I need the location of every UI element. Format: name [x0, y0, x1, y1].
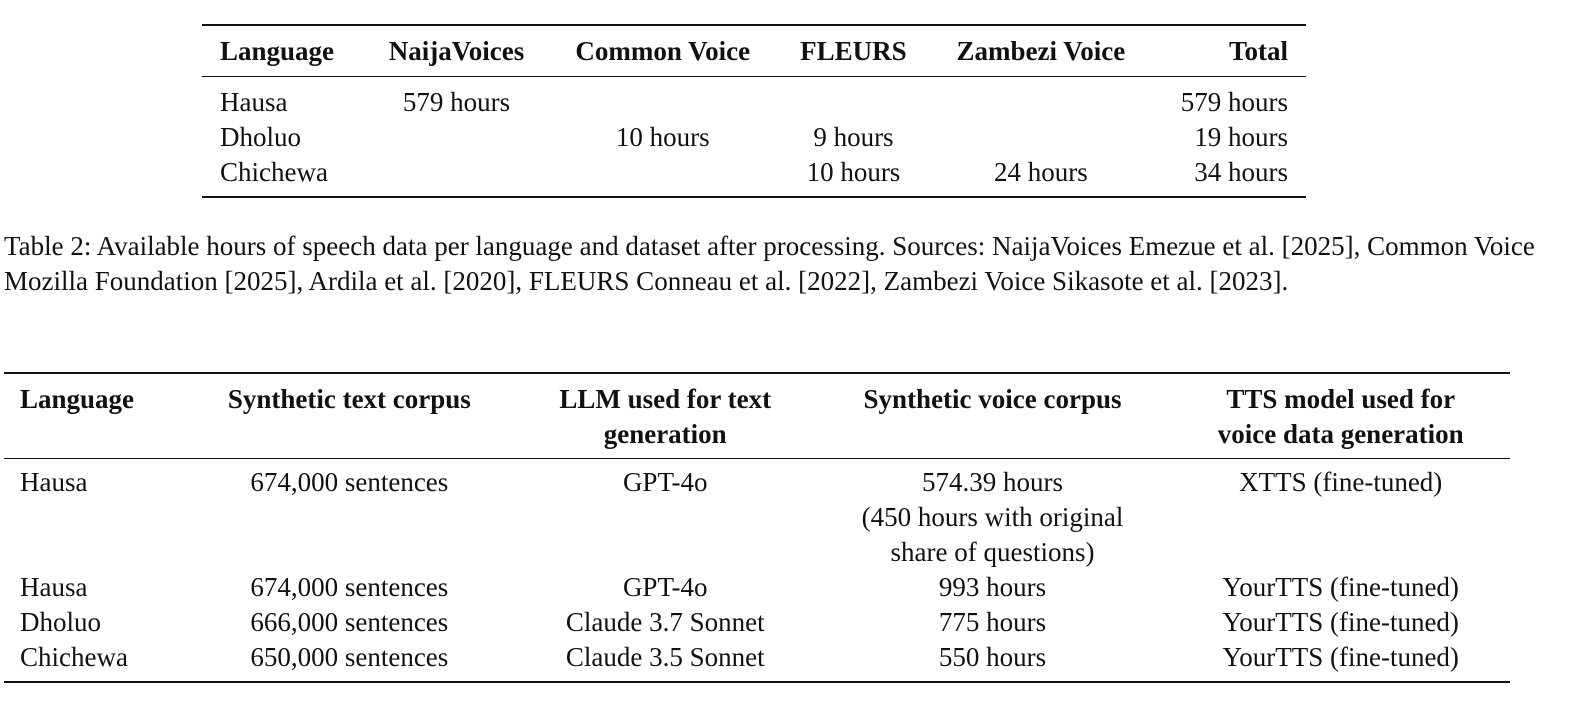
table-cell — [814, 459, 1172, 571]
header-line: Synthetic voice corpus — [863, 384, 1122, 414]
synthetic-corpus-table — [4, 372, 1510, 683]
table-row — [4, 459, 1510, 571]
table-cell: Dholuo — [20, 607, 101, 637]
table-row — [4, 570, 1510, 605]
table-cell: Dholuo — [220, 122, 301, 152]
cell-line: 550 hours — [938, 642, 1047, 672]
column-header-synthetic-voice-corpus — [814, 373, 1172, 459]
table-cell — [549, 155, 776, 197]
column-header-naijavoices: NaijaVoices — [364, 25, 549, 77]
column-header-synthetic-text-corpus — [182, 373, 517, 459]
table-cell: YourTTS (fine-tuned) — [1222, 607, 1459, 637]
table-cell: Chichewa — [220, 157, 328, 187]
table-row — [4, 640, 1510, 682]
header-line: voice data generation — [1217, 419, 1464, 449]
column-header-language — [4, 373, 182, 459]
column-header-zambezi-voice: Zambezi Voice — [930, 25, 1151, 77]
table-header-row — [202, 25, 1306, 77]
table-cell: Claude 3.5 Sonnet — [565, 642, 765, 672]
table-cell: Claude 3.7 Sonnet — [565, 607, 765, 637]
table-cell: 10 hours — [806, 157, 901, 187]
column-header-language: Language — [202, 25, 364, 77]
table-cell: Chichewa — [20, 642, 128, 672]
header-line: generation — [603, 419, 727, 449]
table-cell: Hausa — [20, 572, 88, 602]
table-cell: 24 hours — [993, 157, 1088, 187]
cell-line: 775 hours — [938, 607, 1047, 637]
table-cell: GPT-4o — [622, 467, 708, 497]
table-cell — [814, 640, 1172, 682]
table-cell: 674,000 sentences — [250, 572, 449, 602]
table-cell: 10 hours — [615, 122, 710, 152]
table-cell — [777, 77, 931, 121]
column-header-total: Total — [1151, 25, 1306, 77]
table-row — [202, 77, 1306, 121]
cell-line: (450 hours with original — [861, 502, 1124, 532]
table-header-row — [4, 373, 1510, 459]
header-line: LLM used for text — [559, 384, 772, 414]
column-header-tts-model — [1171, 373, 1510, 459]
column-header-fleurs: FLEURS — [777, 25, 931, 77]
table-cell — [930, 77, 1151, 121]
table-cell: 19 hours — [1194, 122, 1288, 152]
table-cell — [814, 605, 1172, 640]
table-cell: YourTTS (fine-tuned) — [1222, 642, 1459, 672]
speech-data-hours-table — [202, 24, 1306, 198]
header-line: TTS model used for — [1226, 384, 1456, 414]
column-header-common-voice: Common Voice — [549, 25, 776, 77]
table-cell: Hausa — [20, 467, 88, 497]
table-cell — [814, 570, 1172, 605]
table-row — [202, 155, 1306, 197]
table-row — [4, 605, 1510, 640]
cell-line: share of questions) — [890, 537, 1095, 567]
table-row — [202, 120, 1306, 155]
table-cell: 674,000 sentences — [250, 467, 449, 497]
table-cell: 579 hours — [402, 87, 511, 117]
table-cell: GPT-4o — [622, 572, 708, 602]
table-cell: 650,000 sentences — [250, 642, 449, 672]
cell-line: 993 hours — [938, 572, 1047, 602]
table-cell: 9 hours — [813, 122, 894, 152]
table-cell — [549, 77, 776, 121]
table-cell: 579 hours — [1180, 87, 1288, 117]
column-header-llm — [517, 373, 814, 459]
table-caption: Table 2: Available hours of speech data per language and dataset after processing. Sources: NaijaVoices Emezue et al. [2025], Common Voice Mozilla Foundation [2025], Ardila et al. [2020], FLEURS Conneau et al. [2022], Zambezi Voice Sikasote et al. [2023]. — [4, 231, 1535, 296]
table-cell: Hausa — [220, 87, 288, 117]
header-line: Synthetic text corpus — [227, 384, 471, 414]
table-cell: 666,000 sentences — [250, 607, 449, 637]
table-cell — [364, 120, 549, 155]
table-cell: XTTS (fine-tuned) — [1239, 467, 1443, 497]
cell-line: 574.39 hours — [922, 467, 1064, 497]
header-line: Language — [20, 384, 135, 414]
table-cell — [930, 120, 1151, 155]
table-cell — [364, 155, 549, 197]
table-cell: YourTTS (fine-tuned) — [1222, 572, 1459, 602]
table-cell: 34 hours — [1194, 157, 1288, 187]
